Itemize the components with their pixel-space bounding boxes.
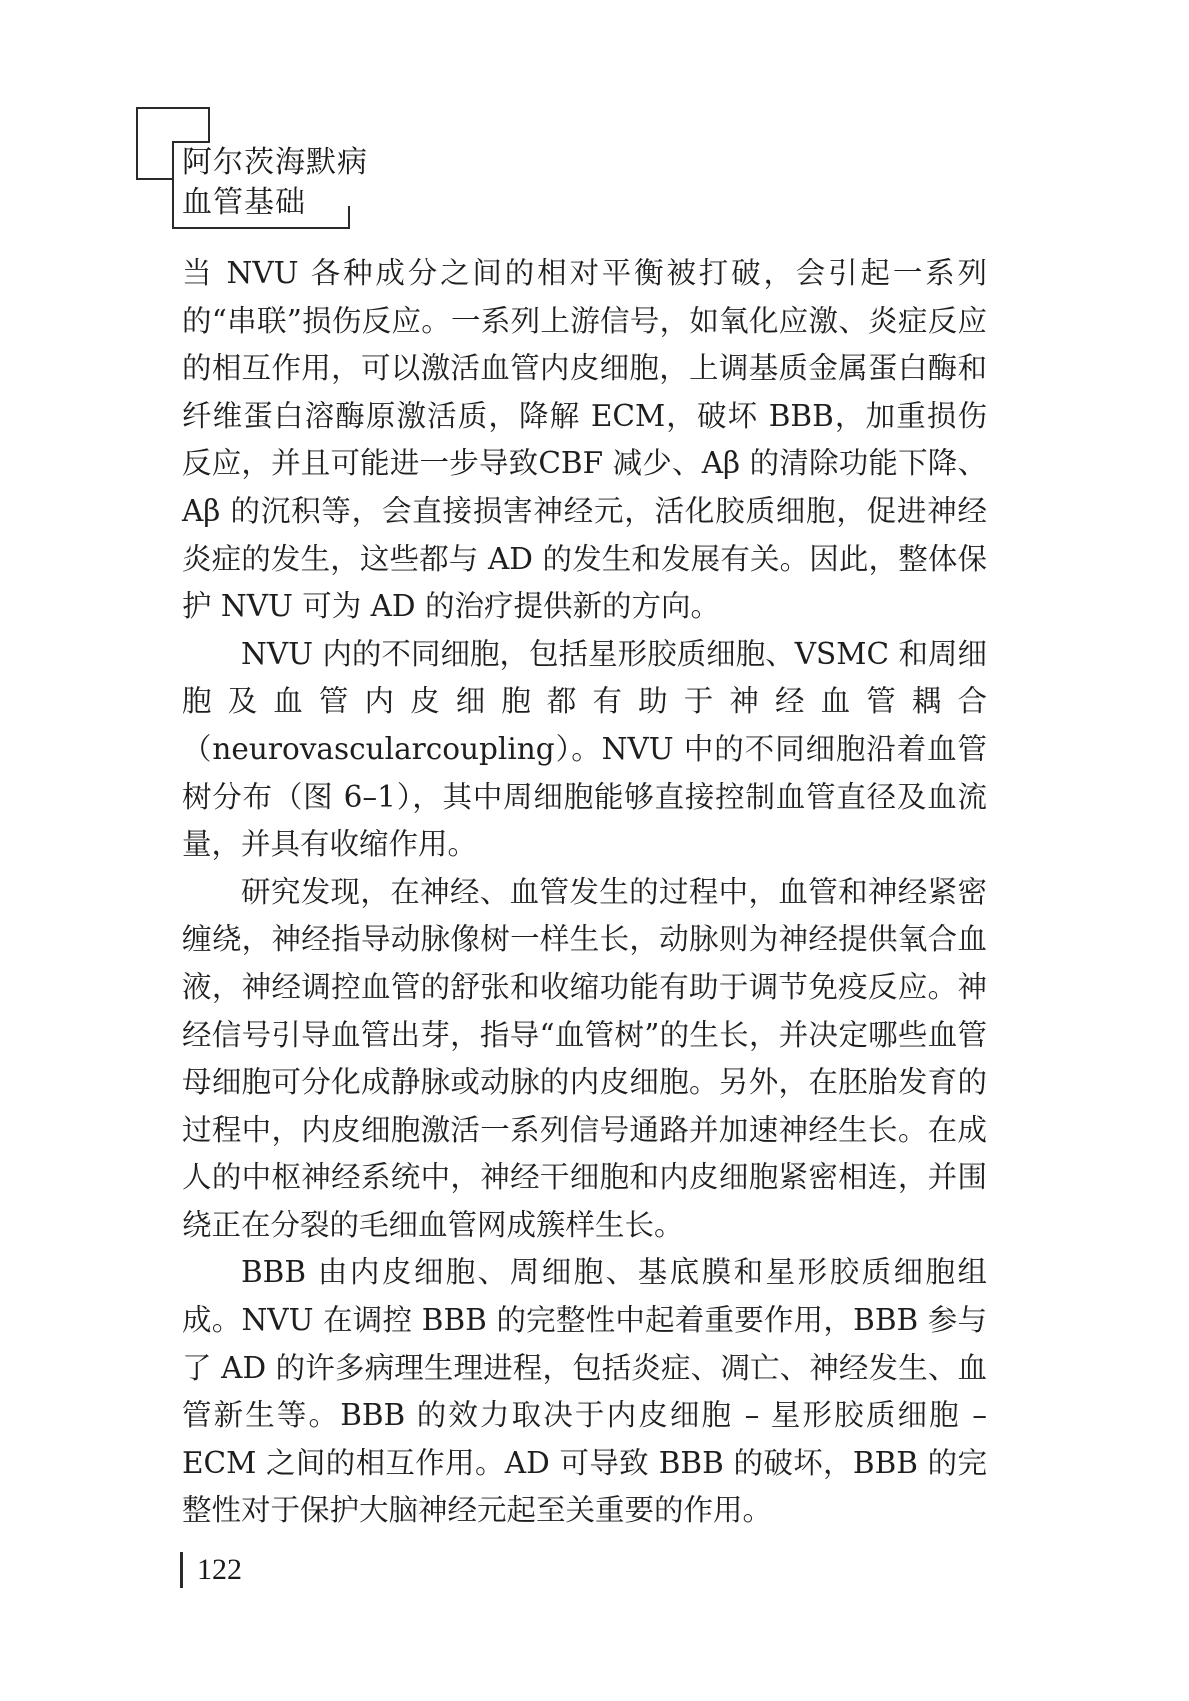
frame-line: [172, 227, 350, 229]
frame-line: [172, 141, 174, 229]
frame-line: [136, 107, 210, 109]
book-title-line-2: 血管基础: [182, 185, 306, 220]
paragraph: 当 NVU 各种成分之间的相对平衡被打破，会引起一系列的“串联”损伤反应。一系列上游信号，如氧化应激、炎症反应的相互作用，可以激活血管内皮细胞，上调基质金属蛋白酶和纤维蛋白溶酶原激活质，降解 ECM，破坏 BBB，加重损伤反应，并且可能进一步导致CBF 减少、Aβ 的清除功能下降、Aβ 的沉积等，会直接损害神经元，活化胶质细胞，促进神经炎症的发生，这些都与 AD 的发生和发展有关。因此，整体保护 NVU 可为 AD 的治疗提供新的方向。: [182, 256, 987, 624]
page-number: 122: [180, 1552, 242, 1588]
frame-line: [136, 107, 138, 180]
body-text: [182, 250, 987, 1535]
paragraph: 研究发现，在神经、血管发生的过程中，血管和神经紧密缠绕，神经指导动脉像树一样生长，动脉则为神经提供氧合血液，神经调控血管的舒张和收缩功能有助于调节免疫反应。神经信号引导血管出芽，指导“血管树”的生长，并决定哪些血管母细胞可分化成静脉或动脉的内皮细胞。另外，在胚胎发育的过程中，内皮细胞激活一系列信号通路并加速神经生长。在成人的中枢神经系统中，神经干细胞和内皮细胞紧密相连，并围绕正在分裂的毛细血管网成簇样生长。: [182, 874, 987, 1242]
frame-line: [136, 178, 172, 180]
frame-line: [208, 107, 210, 143]
paragraph: NVU 内的不同细胞，包括星形胶质细胞、VSMC 和周细胞及血管内皮细胞都有助于神经血管耦合（neurovascularcoupling）。NVU 中的不同细胞沿着血管树分布（图 6–1），其中周细胞能够直接控制血管直径及血流量，并具有收缩作用。: [182, 636, 987, 862]
running-header-title: [182, 143, 368, 223]
paragraph: BBB 由内皮细胞、周细胞、基底膜和星形胶质细胞组成。NVU 在调控 BBB 的完整性中起着重要作用，BBB 参与了 AD 的许多病理生理进程，包括炎症、凋亡、神经发生、血管新生等。BBB 的效力取决于内皮细胞 – 星形胶质细胞 –ECM 之间的相互作用。AD 可导致 BBB 的破坏，BBB 的完整性对于保护大脑神经元起至关重要的作用。: [182, 1255, 987, 1528]
book-title-line-1: 阿尔茨海默病: [182, 145, 368, 180]
running-header-frame: [0, 0, 1189, 240]
